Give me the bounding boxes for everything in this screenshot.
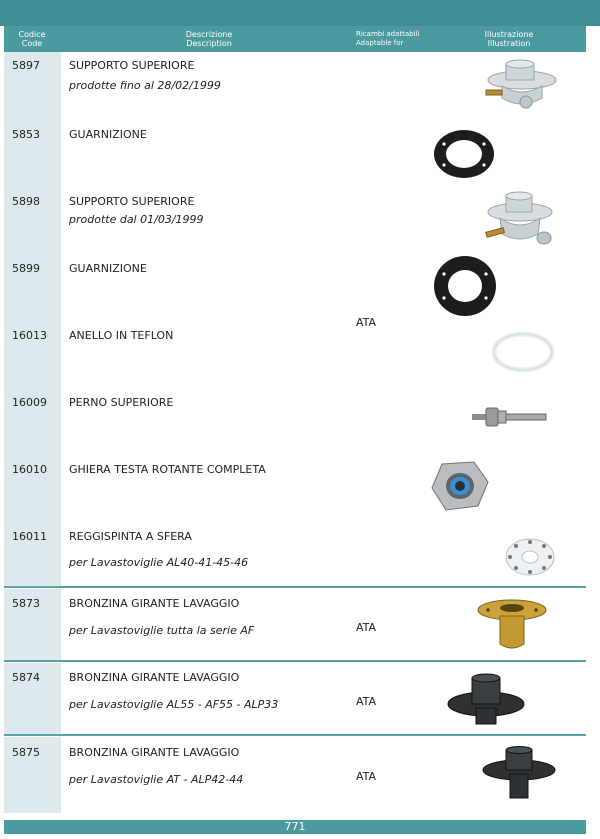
item-description: SUPPORTO SUPERIORE: [69, 195, 195, 208]
header-desc-en: Description: [186, 39, 232, 48]
header-illustration: [472, 30, 546, 48]
header-adapt-it: Ricambi adattabili: [356, 30, 420, 38]
row-separator: [4, 734, 586, 736]
item-code: 16009: [12, 396, 47, 409]
item-code: 5873: [12, 597, 40, 610]
item-code: 5874: [12, 671, 40, 684]
header-desc-it: Descrizione: [185, 30, 233, 39]
adaptable-label: ATA: [356, 621, 377, 634]
header-description: [154, 30, 264, 48]
header-code-it: Codice: [18, 30, 46, 39]
top-band: [0, 0, 600, 26]
gasket-image: [432, 128, 496, 180]
item-description: GUARNIZIONE: [69, 128, 147, 141]
black-bushing-image: [444, 672, 528, 728]
header-code: [4, 30, 60, 48]
item-code: 16011: [12, 530, 47, 543]
item-description: SUPPORTO SUPERIORE: [69, 59, 195, 72]
item-code: 5875: [12, 746, 40, 759]
item-description: REGGISPINTA A SFERA: [69, 530, 192, 543]
item-description: GHIERA TESTA ROTANTE COMPLETA: [69, 463, 266, 476]
adaptable-label: ATA: [356, 770, 377, 783]
header-ill-it: Illustrazione: [484, 30, 534, 39]
item-description: BRONZINA GIRANTE LAVAGGIO: [69, 671, 240, 684]
item-code: 5898: [12, 195, 40, 208]
table-header: [4, 26, 586, 52]
header-ill-en: Illustration: [487, 39, 531, 48]
ball-thrust-bearing-image: [504, 536, 556, 578]
item-code: 5899: [12, 262, 40, 275]
teflon-ring-image: [490, 330, 556, 374]
item-description: BRONZINA GIRANTE LAVAGGIO: [69, 746, 240, 759]
item-note: per Lavastoviglie tutta la serie AF: [69, 624, 255, 637]
item-note: per Lavastoviglie AT - ALP42-44: [69, 773, 244, 786]
upper-pin-image: [470, 402, 550, 432]
header-adapt-en: Adaptable for: [356, 39, 404, 47]
item-code: 5897: [12, 59, 40, 72]
gasket-image: [432, 254, 498, 318]
row-separator: [4, 586, 586, 588]
row-separator: [4, 660, 586, 662]
page-number: 771: [284, 820, 306, 833]
black-bushing-image: [478, 746, 560, 802]
item-code: 5853: [12, 128, 40, 141]
item-description: GUARNIZIONE: [69, 262, 147, 275]
item-description: ANELLO IN TEFLON: [69, 329, 174, 342]
item-description: PERNO SUPERIORE: [69, 396, 174, 409]
item-note: prodotte fino al 28/02/1999: [69, 79, 221, 92]
brass-bushing-image: [474, 596, 550, 654]
header-code-en: Code: [21, 39, 43, 48]
page-footer: [4, 820, 586, 834]
upper-support-image: [478, 190, 560, 250]
adaptable-label: ATA: [356, 695, 377, 708]
item-note: per Lavastoviglie AL40-41-45-46: [69, 556, 249, 569]
upper-support-image: [478, 58, 560, 114]
item-note: per Lavastoviglie AL55 - AF55 - ALP33: [69, 698, 279, 711]
item-description: BRONZINA GIRANTE LAVAGGIO: [69, 597, 240, 610]
item-code: 16013: [12, 329, 47, 342]
header-adaptable: [356, 30, 436, 48]
ring-nut-image: [430, 458, 490, 514]
item-note: prodotte dal 01/03/1999: [69, 213, 204, 226]
adaptable-label: ATA: [356, 316, 377, 329]
item-code: 16010: [12, 463, 47, 476]
